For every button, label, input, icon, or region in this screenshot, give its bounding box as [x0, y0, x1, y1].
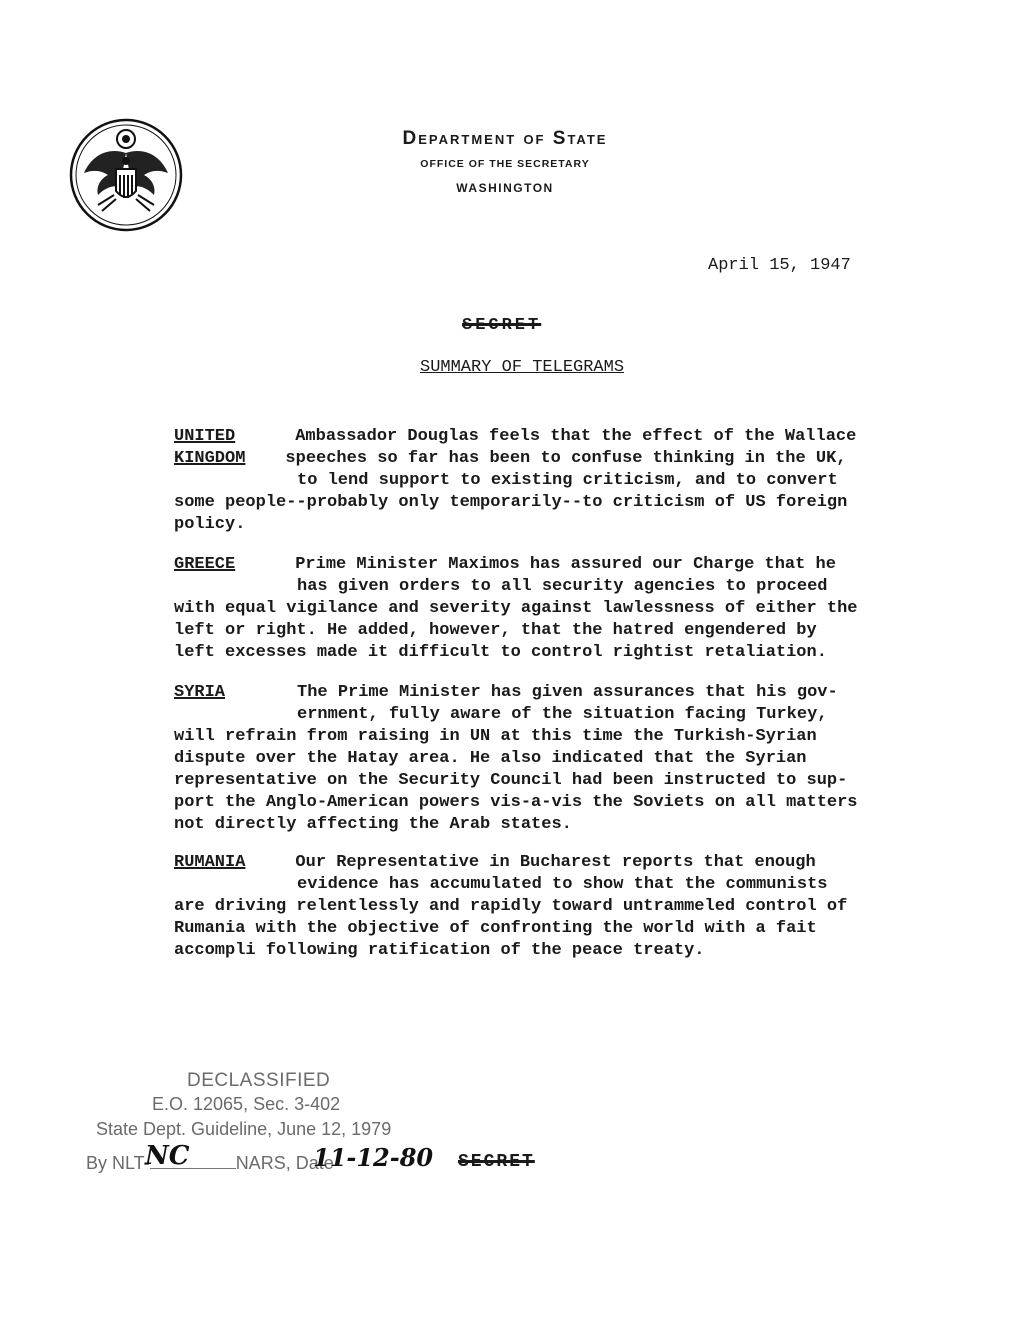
section-syria	[174, 682, 894, 836]
section-label: UNITED	[174, 427, 236, 446]
footer-classification-marking: SECRET	[458, 1152, 535, 1172]
declassified-by-line	[86, 1153, 334, 1174]
section-line: KINGDOM speeches so far has been to confuse thinking in the UK,	[174, 449, 847, 468]
document-title: SUMMARY OF TELEGRAMS	[420, 358, 625, 377]
section-line: representative on the Security Council had been instructed to sup-	[174, 771, 848, 790]
section-line: Rumania with the objective of confronting the world with a fait	[174, 919, 817, 938]
section-rumania	[174, 852, 894, 962]
declassified-by-prefix: By NLT-	[86, 1153, 150, 1173]
section-line: evidence has accumulated to show that the communists	[297, 875, 828, 894]
section-label: SYRIA	[174, 683, 226, 702]
section-line: to lend support to existing criticism, and to convert	[297, 471, 838, 490]
letterhead-department: Department of State	[402, 128, 608, 149]
declassified-heading: DECLASSIFIED	[187, 1070, 331, 1091]
section-line: are driving relentlessly and rapidly toward untrammeled control of	[174, 897, 848, 916]
section-line: port the Anglo-American powers vis-a-vis the Soviets on all matters	[174, 793, 858, 812]
section-line: has given orders to all security agencies to proceed	[297, 577, 828, 596]
section-greece	[174, 554, 894, 664]
section-line: GREECE Prime Minister Maximos has assured our Charge that he	[174, 555, 836, 574]
letterhead-city: WASHINGTON	[456, 181, 554, 195]
section-line: with equal vigilance and severity against lawlessness of either the	[174, 599, 858, 618]
section-line: UNITED Ambassador Douglas feels that the effect of the Wallace	[174, 427, 857, 446]
section-line: left excesses made it difficult to control rightist retaliation.	[174, 643, 827, 662]
section-line: left or right. He added, however, that the hatred engendered by	[174, 621, 817, 640]
section-line: ernment, fully aware of the situation facing Turkey,	[297, 705, 828, 724]
section-united-kingdom	[174, 426, 894, 536]
state-department-seal-icon	[68, 117, 184, 233]
declassified-handwritten-date: 11-12-80	[313, 1143, 434, 1172]
classification-marking: SECRET	[462, 316, 542, 335]
declassifier-initials: NC	[145, 1141, 190, 1171]
section-line: dispute over the Hatay area. He also indicated that the Syrian	[174, 749, 807, 768]
section-line: RUMANIA Our Representative in Bucharest reports that enough	[174, 853, 816, 872]
section-line: some people--probably only temporarily--to criticism of US foreign	[174, 493, 848, 512]
declassified-guideline: State Dept. Guideline, June 12, 1979	[96, 1119, 392, 1139]
letterhead-office: OFFICE OF THE SECRETARY	[420, 158, 590, 170]
declassified-nars: NARS, Date	[235, 1153, 334, 1173]
section-label: KINGDOM	[174, 449, 246, 468]
section-line: SYRIA The Prime Minister has given assurances that his gov-	[174, 683, 838, 702]
section-line: policy.	[174, 515, 246, 534]
section-label: RUMANIA	[174, 853, 246, 872]
document-date: April 15, 1947	[708, 256, 851, 275]
section-line: accompli following ratification of the peace treaty.	[174, 941, 705, 960]
section-line: not directly affecting the Arab states.	[174, 815, 572, 834]
section-line: will refrain from raising in UN at this time the Turkish-Syrian	[174, 727, 817, 746]
section-label: GREECE	[174, 555, 236, 574]
declassified-order: E.O. 12065, Sec. 3-402	[152, 1094, 341, 1114]
